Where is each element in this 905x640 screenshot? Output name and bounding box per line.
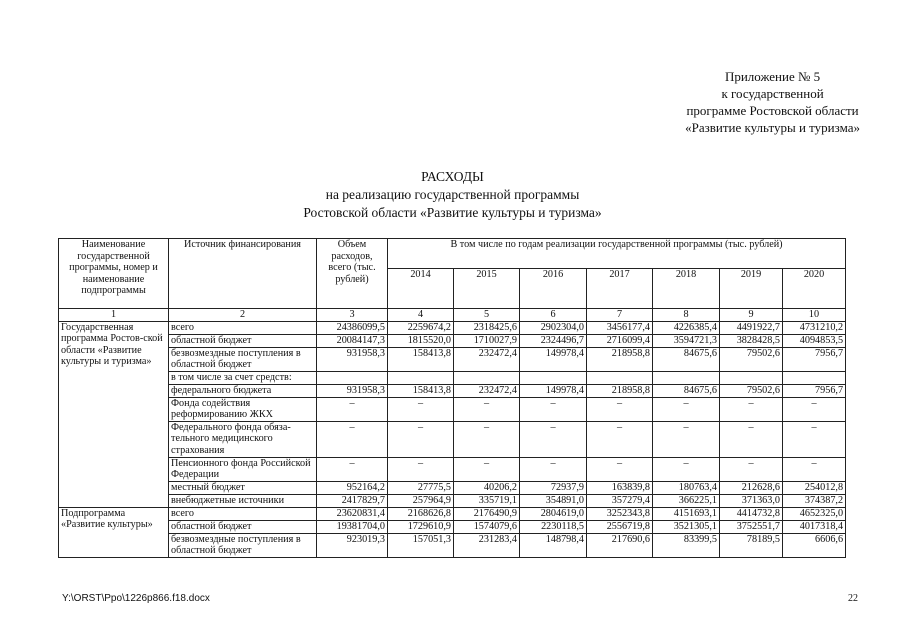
value-cell: 2318425,6 bbox=[454, 321, 520, 334]
value-cell: 84675,6 bbox=[653, 384, 720, 397]
footer-page-number: 22 bbox=[848, 593, 858, 604]
value-cell: 23620831,4 bbox=[317, 507, 388, 520]
funding-source: Пенсионного фонда Российской Федерации bbox=[169, 457, 317, 481]
value-cell: 1574079,6 bbox=[454, 520, 520, 533]
value-cell: – bbox=[653, 397, 720, 421]
value-cell: 19381704,0 bbox=[317, 520, 388, 533]
value-cell: 148798,4 bbox=[520, 533, 587, 557]
value-cell: 1729610,9 bbox=[388, 520, 454, 533]
value-cell: 79502,6 bbox=[720, 384, 783, 397]
funding-source: внебюджетные источники bbox=[169, 494, 317, 507]
value-cell: – bbox=[587, 397, 653, 421]
value-cell: 79502,6 bbox=[720, 347, 783, 371]
title-line-2: на реализацию государственной программы bbox=[325, 187, 580, 202]
appendix-line-4: «Развитие культуры и туризма» bbox=[685, 120, 860, 135]
value-cell bbox=[720, 371, 783, 384]
column-number: 1 bbox=[59, 309, 169, 322]
header-year-2018: 2018 bbox=[653, 269, 720, 309]
value-cell: 157051,3 bbox=[388, 533, 454, 557]
funding-source: всего bbox=[169, 321, 317, 334]
column-number: 10 bbox=[783, 309, 846, 322]
value-cell: 2176490,9 bbox=[454, 507, 520, 520]
value-cell: 374387,2 bbox=[783, 494, 846, 507]
value-cell: 354891,0 bbox=[520, 494, 587, 507]
funding-source: в том числе за счет средств: bbox=[169, 371, 317, 384]
value-cell: 923019,3 bbox=[317, 533, 388, 557]
value-cell: – bbox=[783, 397, 846, 421]
value-cell: 40206,2 bbox=[454, 481, 520, 494]
appendix-line-1: Приложение № 5 bbox=[724, 69, 821, 84]
header-year-2016: 2016 bbox=[520, 269, 587, 309]
value-cell: 7956,7 bbox=[783, 347, 846, 371]
value-cell: – bbox=[520, 421, 587, 457]
value-cell: 149978,4 bbox=[520, 384, 587, 397]
header-years-group: В том числе по годам реализации государственной программы (тыс. рублей) bbox=[388, 239, 846, 269]
value-cell: – bbox=[454, 397, 520, 421]
appendix-block bbox=[685, 68, 860, 136]
value-cell: 6606,6 bbox=[783, 533, 846, 557]
value-cell: 7956,7 bbox=[783, 384, 846, 397]
column-number: 6 bbox=[520, 309, 587, 322]
value-cell: 158413,8 bbox=[388, 384, 454, 397]
table-row bbox=[59, 533, 846, 557]
table-row bbox=[59, 397, 846, 421]
table-row bbox=[59, 421, 846, 457]
value-cell: – bbox=[388, 457, 454, 481]
funding-source: Фонда содействия реформированию ЖКХ bbox=[169, 397, 317, 421]
value-cell: 257964,9 bbox=[388, 494, 454, 507]
value-cell: – bbox=[783, 457, 846, 481]
value-cell: – bbox=[454, 457, 520, 481]
column-number: 9 bbox=[720, 309, 783, 322]
value-cell: 4226385,4 bbox=[653, 321, 720, 334]
value-cell: 3752551,7 bbox=[720, 520, 783, 533]
title-line-1: РАСХОДЫ bbox=[421, 169, 484, 184]
value-cell: 931958,3 bbox=[317, 347, 388, 371]
value-cell: 4491922,7 bbox=[720, 321, 783, 334]
value-cell: 931958,3 bbox=[317, 384, 388, 397]
value-cell: – bbox=[653, 457, 720, 481]
value-cell: 231283,4 bbox=[454, 533, 520, 557]
header-name: Наименование государственной программы, номер и наименование подпрограммы bbox=[59, 239, 169, 309]
value-cell: 180763,4 bbox=[653, 481, 720, 494]
funding-source: федерального бюджета bbox=[169, 384, 317, 397]
funding-source: безвозмездные поступления в областной бюджет bbox=[169, 347, 317, 371]
column-number: 3 bbox=[317, 309, 388, 322]
table-row bbox=[59, 507, 846, 520]
value-cell: 232472,4 bbox=[454, 347, 520, 371]
value-cell: – bbox=[388, 397, 454, 421]
value-cell: 2902304,0 bbox=[520, 321, 587, 334]
header-source: Источник финансирования bbox=[169, 239, 317, 309]
funding-source: Федерального фонда обяза-тельного медицинского страхования bbox=[169, 421, 317, 457]
value-cell: 4094853,5 bbox=[783, 334, 846, 347]
value-cell: – bbox=[587, 421, 653, 457]
funding-source: всего bbox=[169, 507, 317, 520]
funding-source: областной бюджет bbox=[169, 334, 317, 347]
value-cell: 2230118,5 bbox=[520, 520, 587, 533]
value-cell: 2716099,4 bbox=[587, 334, 653, 347]
value-cell: 217690,6 bbox=[587, 533, 653, 557]
header-year-2020: 2020 bbox=[783, 269, 846, 309]
value-cell: – bbox=[454, 421, 520, 457]
expenditure-table bbox=[58, 238, 846, 558]
value-cell bbox=[454, 371, 520, 384]
value-cell: 78189,5 bbox=[720, 533, 783, 557]
header-year-2017: 2017 bbox=[587, 269, 653, 309]
value-cell: 1710027,9 bbox=[454, 334, 520, 347]
value-cell: 4017318,4 bbox=[783, 520, 846, 533]
value-cell: – bbox=[720, 457, 783, 481]
appendix-line-3: программе Ростовской области bbox=[686, 103, 859, 118]
value-cell: – bbox=[653, 421, 720, 457]
header-volume: Объем расходов, всего (тыс. рублей) bbox=[317, 239, 388, 309]
value-cell bbox=[520, 371, 587, 384]
document-title bbox=[0, 168, 905, 222]
table-row bbox=[59, 457, 846, 481]
value-cell: 2556719,8 bbox=[587, 520, 653, 533]
value-cell: 4414732,8 bbox=[720, 507, 783, 520]
value-cell: – bbox=[587, 457, 653, 481]
column-number: 5 bbox=[454, 309, 520, 322]
value-cell: 149978,4 bbox=[520, 347, 587, 371]
value-cell bbox=[783, 371, 846, 384]
funding-source: местный бюджет bbox=[169, 481, 317, 494]
value-cell: 232472,4 bbox=[454, 384, 520, 397]
value-cell: – bbox=[783, 421, 846, 457]
value-cell: 3456177,4 bbox=[587, 321, 653, 334]
value-cell: 3521305,1 bbox=[653, 520, 720, 533]
value-cell: 163839,8 bbox=[587, 481, 653, 494]
value-cell: 83399,5 bbox=[653, 533, 720, 557]
appendix-line-2: к государственной bbox=[721, 86, 824, 101]
footer-file-path: Y:\ORST\Ppo\1226p866.f18.docx bbox=[62, 593, 210, 604]
subprogram-name: Подпрограмма «Развитие культуры» bbox=[59, 507, 169, 557]
value-cell: 84675,6 bbox=[653, 347, 720, 371]
value-cell: – bbox=[317, 397, 388, 421]
value-cell: 952164,2 bbox=[317, 481, 388, 494]
value-cell: 2168626,8 bbox=[388, 507, 454, 520]
value-cell: 2324496,7 bbox=[520, 334, 587, 347]
table-row bbox=[59, 481, 846, 494]
value-cell: 254012,8 bbox=[783, 481, 846, 494]
value-cell: 4731210,2 bbox=[783, 321, 846, 334]
value-cell: 2417829,7 bbox=[317, 494, 388, 507]
table-row bbox=[59, 384, 846, 397]
value-cell: 2804619,0 bbox=[520, 507, 587, 520]
header-year-2019: 2019 bbox=[720, 269, 783, 309]
value-cell: 158413,8 bbox=[388, 347, 454, 371]
value-cell: 3252343,8 bbox=[587, 507, 653, 520]
value-cell: 3828428,5 bbox=[720, 334, 783, 347]
value-cell: 2259674,2 bbox=[388, 321, 454, 334]
title-line-3: Ростовской области «Развитие культуры и туризма» bbox=[303, 205, 602, 220]
table-row bbox=[59, 520, 846, 533]
value-cell: 218958,8 bbox=[587, 384, 653, 397]
program-name: Государственная программа Ростов-ской области «Развитие культуры и туризма» bbox=[59, 321, 169, 507]
value-cell: 72937,9 bbox=[520, 481, 587, 494]
value-cell: 4151693,1 bbox=[653, 507, 720, 520]
column-number: 2 bbox=[169, 309, 317, 322]
value-cell: 335719,1 bbox=[454, 494, 520, 507]
value-cell: – bbox=[720, 421, 783, 457]
value-cell: 218958,8 bbox=[587, 347, 653, 371]
value-cell: 366225,1 bbox=[653, 494, 720, 507]
value-cell: 27775,5 bbox=[388, 481, 454, 494]
value-cell: 4652325,0 bbox=[783, 507, 846, 520]
table-row bbox=[59, 334, 846, 347]
value-cell: 371363,0 bbox=[720, 494, 783, 507]
table-row bbox=[59, 321, 846, 334]
table-row bbox=[59, 494, 846, 507]
funding-source: безвозмездные поступления в областной бюджет bbox=[169, 533, 317, 557]
value-cell: 20084147,3 bbox=[317, 334, 388, 347]
table-row bbox=[59, 371, 846, 384]
header-year-2015: 2015 bbox=[454, 269, 520, 309]
value-cell: – bbox=[720, 397, 783, 421]
header-year-2014: 2014 bbox=[388, 269, 454, 309]
value-cell: – bbox=[317, 457, 388, 481]
value-cell: 3594721,3 bbox=[653, 334, 720, 347]
value-cell: 357279,4 bbox=[587, 494, 653, 507]
value-cell: 24386099,5 bbox=[317, 321, 388, 334]
value-cell: – bbox=[520, 397, 587, 421]
value-cell: – bbox=[317, 421, 388, 457]
column-number: 7 bbox=[587, 309, 653, 322]
funding-source: областной бюджет bbox=[169, 520, 317, 533]
value-cell bbox=[653, 371, 720, 384]
value-cell bbox=[317, 371, 388, 384]
column-number: 8 bbox=[653, 309, 720, 322]
value-cell: 212628,6 bbox=[720, 481, 783, 494]
value-cell bbox=[388, 371, 454, 384]
value-cell: 1815520,0 bbox=[388, 334, 454, 347]
value-cell: – bbox=[388, 421, 454, 457]
value-cell: – bbox=[520, 457, 587, 481]
table-row bbox=[59, 347, 846, 371]
value-cell bbox=[587, 371, 653, 384]
column-number: 4 bbox=[388, 309, 454, 322]
